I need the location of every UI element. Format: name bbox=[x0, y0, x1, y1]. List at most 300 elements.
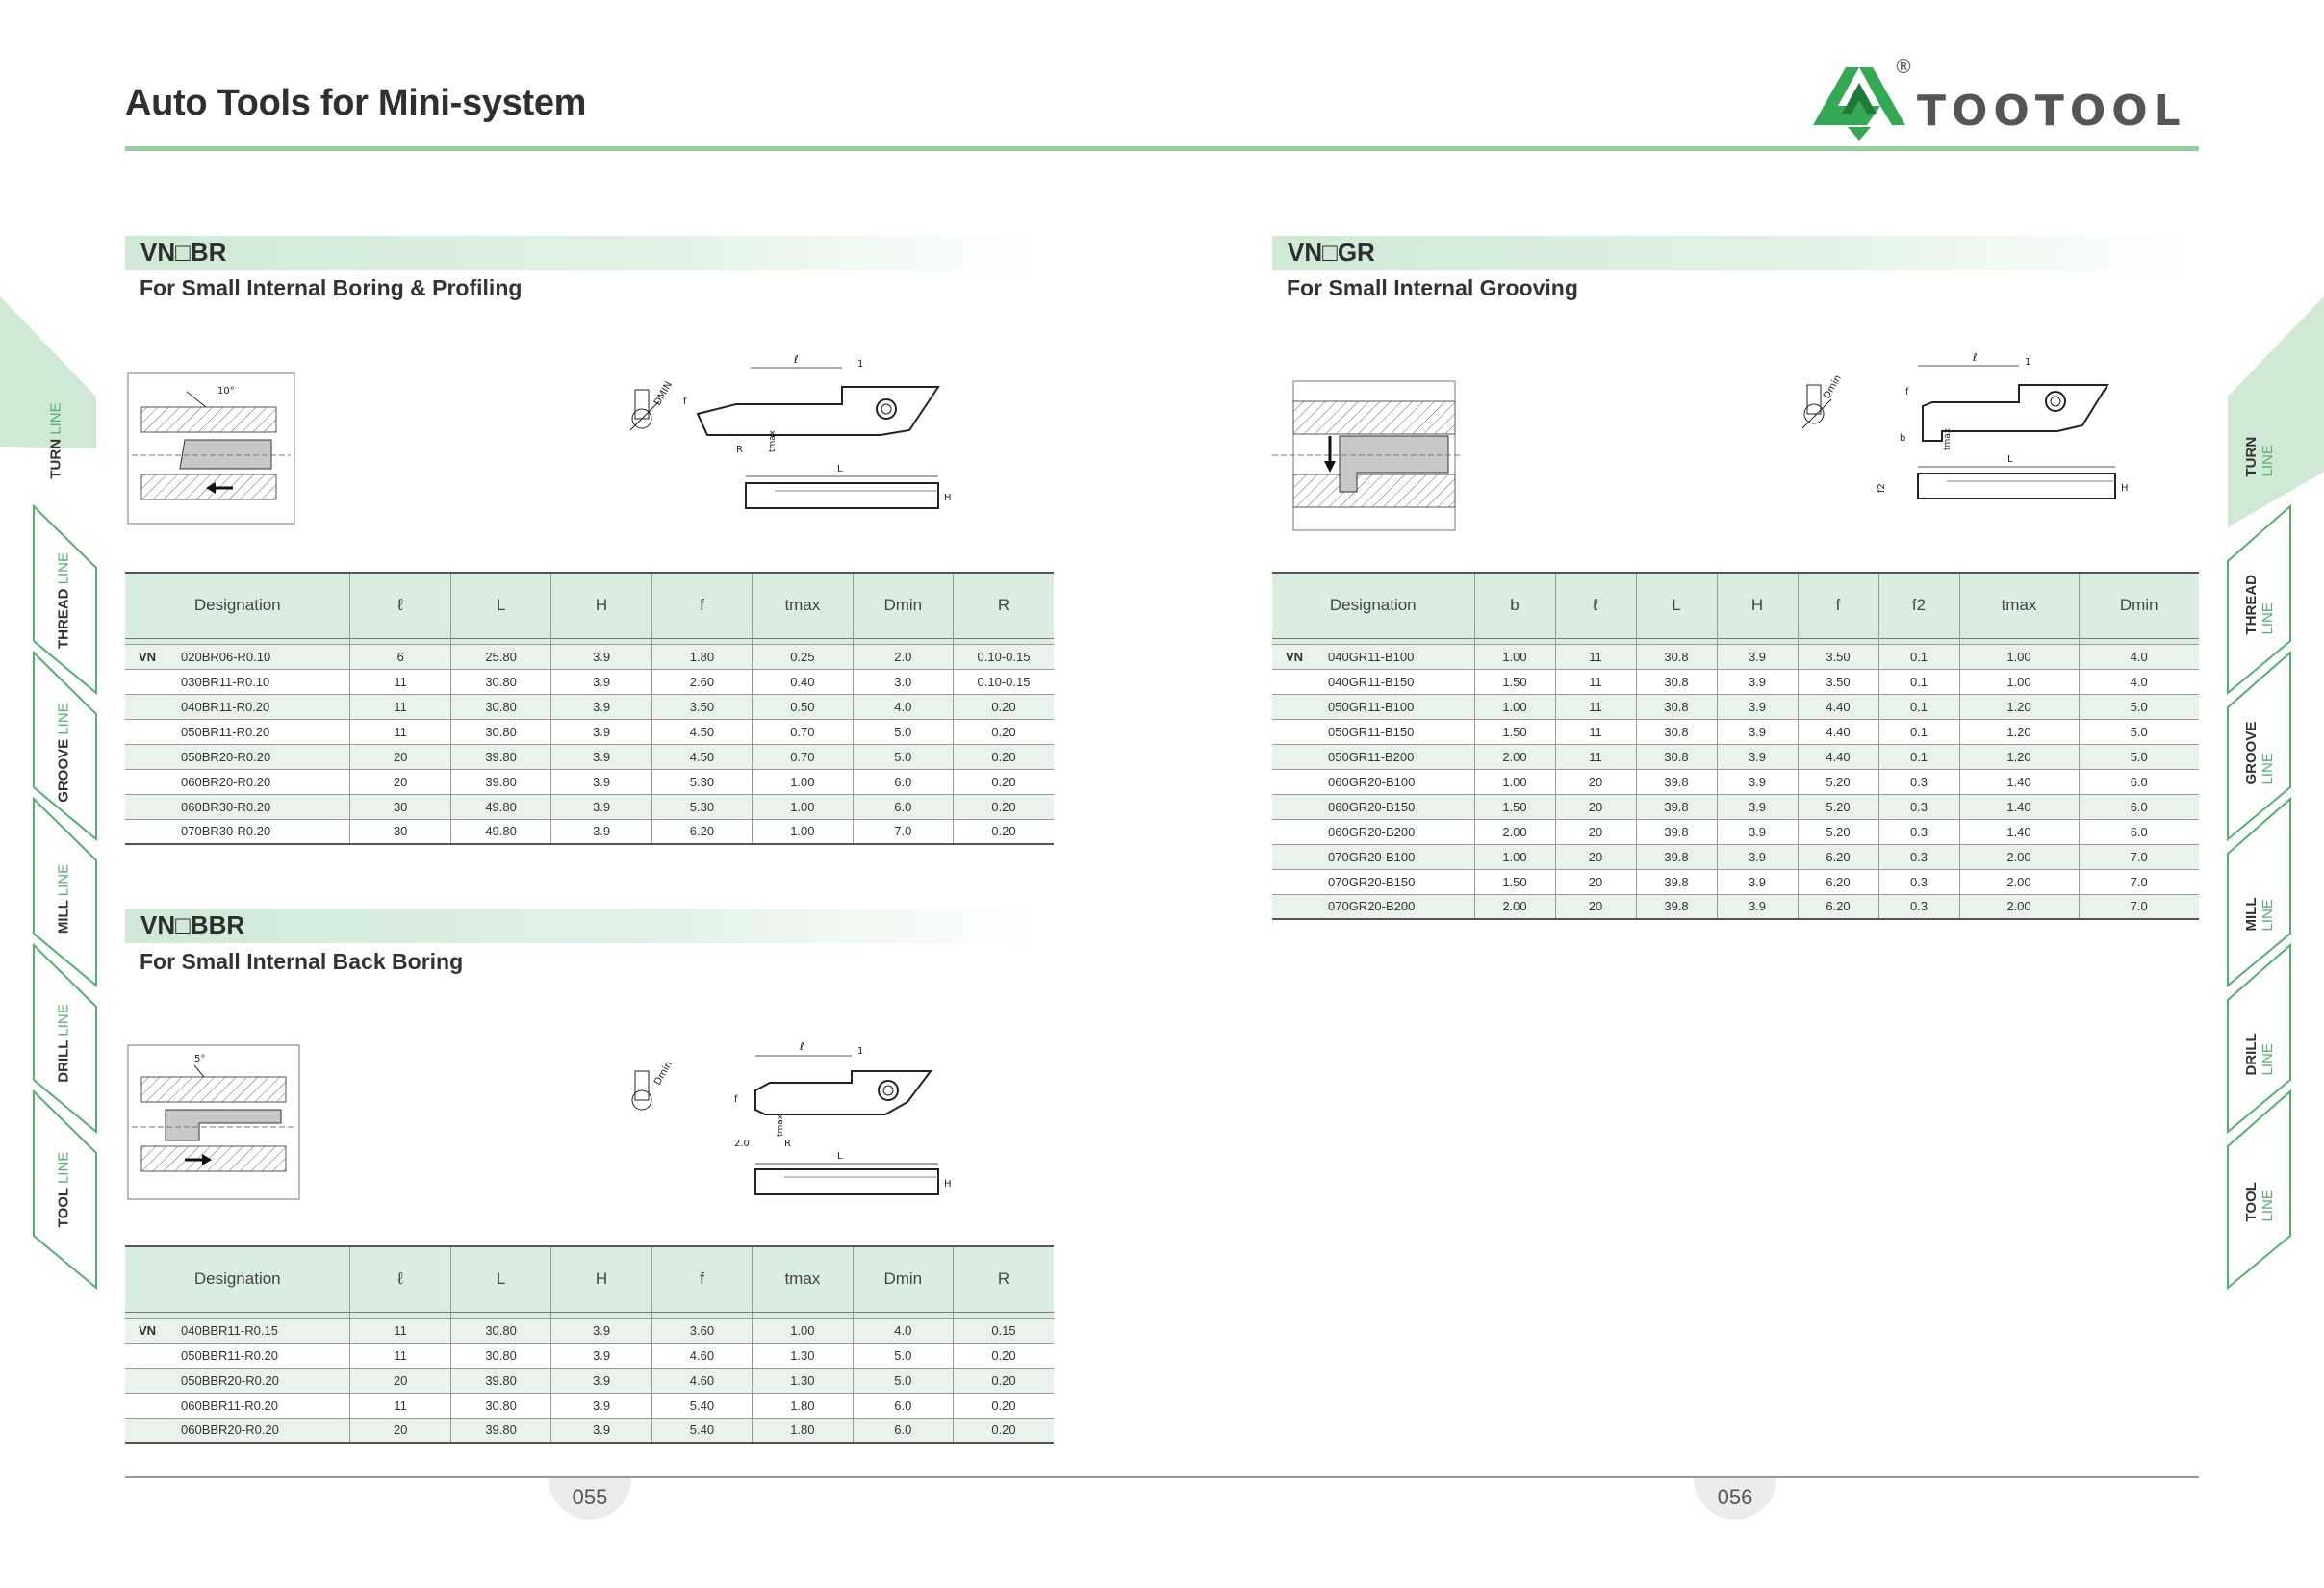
table-cell: 0.15 bbox=[954, 1318, 1055, 1343]
table-cell: 0.3 bbox=[1878, 869, 1959, 894]
table-cell: 11 bbox=[1555, 644, 1636, 669]
br-insert-drawing bbox=[630, 348, 958, 526]
table-cell: 30.80 bbox=[450, 1318, 550, 1343]
table-cell: 30.8 bbox=[1636, 694, 1717, 719]
table-cell: 4.0 bbox=[2079, 644, 2199, 669]
designation-cell: 070GR20-B150 bbox=[1328, 874, 1416, 889]
table-row bbox=[125, 744, 1054, 769]
designation-cell: 040GR11-B150 bbox=[1328, 674, 1415, 689]
table-cell: 5.0 bbox=[853, 1343, 953, 1368]
column-header: ℓ bbox=[1555, 573, 1636, 638]
table-cell: 3.9 bbox=[551, 769, 651, 794]
series-prefix: VN bbox=[1286, 649, 1304, 664]
table-cell: 0.1 bbox=[1878, 669, 1959, 694]
table-cell: 4.50 bbox=[651, 719, 752, 744]
left-tab-thread[interactable]: THREAD LINE bbox=[55, 551, 72, 650]
table-cell: 6.20 bbox=[651, 819, 752, 844]
table-cell: 39.80 bbox=[450, 744, 550, 769]
table-row bbox=[125, 1393, 1054, 1418]
table-cell: 0.3 bbox=[1878, 794, 1959, 819]
table-cell: 3.9 bbox=[1717, 694, 1798, 719]
table-row bbox=[1272, 844, 2199, 869]
table-cell: 1.00 bbox=[1474, 644, 1555, 669]
table-cell: 3.0 bbox=[853, 669, 953, 694]
column-header: Dmin bbox=[853, 573, 953, 638]
designation-cell: 040GR11-B100 bbox=[1328, 649, 1415, 664]
column-header: f bbox=[651, 573, 752, 638]
table-row bbox=[125, 1343, 1054, 1368]
table-cell: 49.80 bbox=[450, 794, 550, 819]
brand-wordmark: TOOTOOL bbox=[1917, 87, 2186, 136]
table-cell: 5.0 bbox=[853, 1368, 953, 1393]
gr-header-row bbox=[1272, 573, 2199, 638]
table-cell: 6.0 bbox=[2079, 769, 2199, 794]
bbr-header-row bbox=[125, 1246, 1054, 1312]
table-cell: 3.9 bbox=[1717, 644, 1798, 669]
table-cell: 1.00 bbox=[1959, 669, 2079, 694]
table-cell: 4.0 bbox=[2079, 669, 2199, 694]
table-row bbox=[125, 819, 1054, 844]
table-cell: 6.0 bbox=[853, 1393, 953, 1418]
table-cell: 0.20 bbox=[954, 744, 1055, 769]
designation-cell: 060GR20-B200 bbox=[1328, 824, 1416, 839]
table-cell: 39.80 bbox=[450, 1368, 550, 1393]
gr-dmin-label: Dmin bbox=[1822, 372, 1844, 401]
designation-cell: 040BBR11-R0.15 bbox=[181, 1322, 278, 1338]
table-cell: 20 bbox=[350, 769, 450, 794]
designation-cell: 060GR20-B150 bbox=[1328, 799, 1416, 814]
table-cell: 39.8 bbox=[1636, 869, 1717, 894]
table-cell: 3.60 bbox=[651, 1318, 752, 1343]
table-cell: 7.0 bbox=[2079, 844, 2199, 869]
gr-l-label: L bbox=[2007, 454, 2013, 465]
bbr-angle-label: 5° bbox=[194, 1054, 206, 1064]
table-cell: 3.50 bbox=[1798, 669, 1878, 694]
table-cell: 11 bbox=[1555, 719, 1636, 744]
table-cell: 5.0 bbox=[2079, 744, 2199, 769]
table-cell: 3.9 bbox=[551, 794, 651, 819]
table-cell: 3.9 bbox=[551, 819, 651, 844]
table-row bbox=[1272, 669, 2199, 694]
table-cell: 2.60 bbox=[651, 669, 752, 694]
section-code-br: VN□BR bbox=[140, 238, 227, 267]
table-cell: 1.80 bbox=[753, 1418, 853, 1443]
table-cell: 30.80 bbox=[450, 1343, 550, 1368]
column-header: L bbox=[1636, 573, 1717, 638]
gr-b-label: b bbox=[1900, 433, 1906, 444]
table-cell: 3.9 bbox=[551, 1418, 651, 1443]
br-ell-label: ℓ bbox=[794, 353, 799, 366]
table-cell: 6.20 bbox=[1798, 844, 1878, 869]
table-cell: 0.20 bbox=[954, 819, 1055, 844]
page-number-right: 056 bbox=[1694, 1478, 1776, 1520]
table-cell: 6.0 bbox=[2079, 819, 2199, 844]
table-cell: 20 bbox=[350, 1368, 450, 1393]
page-title: Auto Tools for Mini-system bbox=[125, 83, 587, 123]
table-cell: 0.10-0.15 bbox=[954, 644, 1055, 669]
footer-rule bbox=[125, 1476, 2199, 1478]
gr-tmax-label: tmax bbox=[1943, 427, 1953, 450]
table-row bbox=[125, 769, 1054, 794]
table-cell: 30 bbox=[350, 819, 450, 844]
table-cell: 3.9 bbox=[551, 694, 651, 719]
table-cell: 3.9 bbox=[551, 744, 651, 769]
table-cell: 5.20 bbox=[1798, 819, 1878, 844]
table-cell: 20 bbox=[1555, 794, 1636, 819]
designation-cell: 030BR11-R0.10 bbox=[181, 674, 270, 689]
table-cell: 30.80 bbox=[450, 1393, 550, 1418]
table-cell: 49.80 bbox=[450, 819, 550, 844]
br-f-label: f bbox=[683, 397, 687, 407]
table-cell: 3.9 bbox=[1717, 669, 1798, 694]
column-header: f bbox=[651, 1246, 752, 1312]
table-row bbox=[125, 1418, 1054, 1443]
bbr-f-label: f bbox=[734, 1094, 738, 1105]
table-cell: 30.80 bbox=[450, 694, 550, 719]
table-cell: 5.40 bbox=[651, 1393, 752, 1418]
table-cell: 3.9 bbox=[551, 1318, 651, 1343]
table-cell: 1.00 bbox=[1959, 644, 2079, 669]
section-header-gr bbox=[1272, 236, 2186, 270]
table-row bbox=[125, 1368, 1054, 1393]
section-header-br bbox=[125, 236, 1039, 270]
designation-cell: 060BBR20-R0.20 bbox=[181, 1422, 279, 1438]
right-tab-tool[interactable]: TOOL LINE bbox=[2243, 1182, 2276, 1222]
bbr-workpiece-diagram bbox=[127, 1044, 300, 1200]
designation-cell: 060BBR11-R0.20 bbox=[181, 1397, 278, 1413]
br-tmax-label: tmax bbox=[768, 429, 778, 452]
table-cell: 2.00 bbox=[1959, 894, 2079, 919]
table-cell: 3.50 bbox=[1798, 644, 1878, 669]
table-cell: 20 bbox=[350, 744, 450, 769]
table-cell: 0.1 bbox=[1878, 694, 1959, 719]
table-cell: 1.50 bbox=[1474, 719, 1555, 744]
column-header: Designation bbox=[125, 1246, 350, 1312]
designation-cell: 050BR11-R0.20 bbox=[181, 724, 270, 739]
table-cell: 30.8 bbox=[1636, 744, 1717, 769]
section-header-bbr bbox=[125, 909, 1039, 943]
table-cell: 30.8 bbox=[1636, 669, 1717, 694]
table-cell: 2.00 bbox=[1474, 744, 1555, 769]
table-cell: 6.0 bbox=[2079, 794, 2199, 819]
table-cell: 3.9 bbox=[1717, 869, 1798, 894]
column-header: f2 bbox=[1878, 573, 1959, 638]
table-cell: 4.0 bbox=[853, 694, 953, 719]
table-cell: 7.0 bbox=[853, 819, 953, 844]
table-row bbox=[1272, 644, 2199, 669]
designation-cell: 050BBR20-R0.20 bbox=[181, 1372, 279, 1388]
table-cell: 0.1 bbox=[1878, 644, 1959, 669]
table-cell: 25.80 bbox=[450, 644, 550, 669]
table-cell: 1.00 bbox=[1474, 844, 1555, 869]
br-l-label: L bbox=[837, 464, 843, 474]
table-cell: 39.8 bbox=[1636, 819, 1717, 844]
table-row bbox=[125, 794, 1054, 819]
table-cell: 0.10-0.15 bbox=[954, 669, 1055, 694]
column-header: Designation bbox=[1272, 573, 1474, 638]
right-tab-drill[interactable]: DRILL LINE bbox=[2243, 1033, 2276, 1076]
bbr-l-label: L bbox=[837, 1151, 843, 1162]
table-cell: 3.9 bbox=[551, 1368, 651, 1393]
table-row bbox=[1272, 869, 2199, 894]
left-tab-tool[interactable]: TOOL LINE bbox=[55, 1151, 72, 1228]
table-cell: 2.00 bbox=[1959, 869, 2079, 894]
table-cell: 0.20 bbox=[954, 794, 1055, 819]
table-cell: 0.3 bbox=[1878, 769, 1959, 794]
table-cell: 11 bbox=[350, 669, 450, 694]
table-cell: 0.25 bbox=[753, 644, 853, 669]
table-cell: 1.00 bbox=[753, 794, 853, 819]
column-header: tmax bbox=[753, 1246, 853, 1312]
table-cell: 6.0 bbox=[853, 794, 953, 819]
table-cell: 30.80 bbox=[450, 669, 550, 694]
table-row bbox=[125, 694, 1054, 719]
left-tab-groove[interactable]: GROOVE LINE bbox=[55, 703, 72, 803]
bbr-insert-drawing bbox=[630, 1033, 958, 1211]
table-cell: 3.9 bbox=[1717, 819, 1798, 844]
column-header: tmax bbox=[1959, 573, 2079, 638]
table-cell: 39.80 bbox=[450, 1418, 550, 1443]
designation-cell: 060BR20-R0.20 bbox=[181, 774, 271, 789]
br-header-row bbox=[125, 573, 1054, 638]
table-row bbox=[1272, 744, 2199, 769]
table-cell: 0.20 bbox=[954, 719, 1055, 744]
column-header: ℓ bbox=[350, 1246, 450, 1312]
table-cell: 6.0 bbox=[853, 769, 953, 794]
table-cell: 4.40 bbox=[1798, 694, 1878, 719]
table-cell: 1.00 bbox=[753, 819, 853, 844]
table-cell: 4.40 bbox=[1798, 744, 1878, 769]
table-cell: 6.20 bbox=[1798, 869, 1878, 894]
table-cell: 3.9 bbox=[1717, 894, 1798, 919]
table-cell: 5.0 bbox=[2079, 719, 2199, 744]
designation-cell: 050GR11-B150 bbox=[1328, 724, 1415, 739]
column-header: tmax bbox=[753, 573, 853, 638]
table-cell: 1.80 bbox=[753, 1393, 853, 1418]
table-cell: 4.60 bbox=[651, 1368, 752, 1393]
br-workpiece-diagram bbox=[127, 372, 295, 525]
column-header: H bbox=[1717, 573, 1798, 638]
table-cell: 1.00 bbox=[753, 1318, 853, 1343]
bbr-dmin-label: Dmin bbox=[652, 1059, 675, 1088]
table-cell: 5.30 bbox=[651, 769, 752, 794]
table-row bbox=[125, 719, 1054, 744]
table-row bbox=[125, 644, 1054, 669]
designation-cell: 070GR20-B200 bbox=[1328, 899, 1416, 914]
table-cell: 2.00 bbox=[1474, 819, 1555, 844]
table-cell: 2.0 bbox=[853, 644, 953, 669]
br-spec-table bbox=[125, 572, 1054, 845]
column-header: H bbox=[551, 573, 651, 638]
gr-one-label: 1 bbox=[2025, 357, 2031, 368]
table-cell: 0.40 bbox=[753, 669, 853, 694]
bbr-one-label: 1 bbox=[857, 1046, 864, 1057]
section-subtitle-gr: For Small Internal Grooving bbox=[1287, 275, 1578, 300]
table-cell: 30.8 bbox=[1636, 644, 1717, 669]
table-cell: 4.50 bbox=[651, 744, 752, 769]
table-cell: 1.00 bbox=[1474, 694, 1555, 719]
bbr-two-label: 2.0 bbox=[734, 1139, 750, 1149]
table-cell: 3.50 bbox=[651, 694, 752, 719]
table-cell: 0.20 bbox=[954, 769, 1055, 794]
table-row bbox=[1272, 719, 2199, 744]
table-cell: 6 bbox=[350, 644, 450, 669]
table-cell: 3.9 bbox=[1717, 794, 1798, 819]
table-row bbox=[1272, 819, 2199, 844]
table-cell: 6.20 bbox=[1798, 894, 1878, 919]
table-cell: 39.8 bbox=[1636, 794, 1717, 819]
table-cell: 20 bbox=[1555, 869, 1636, 894]
registered-mark: ® bbox=[1894, 56, 1913, 78]
column-header: L bbox=[450, 1246, 550, 1312]
table-cell: 3.9 bbox=[1717, 769, 1798, 794]
table-cell: 1.00 bbox=[753, 769, 853, 794]
table-cell: 1.40 bbox=[1959, 769, 2079, 794]
bbr-r-label: R bbox=[784, 1139, 791, 1149]
table-cell: 3.9 bbox=[551, 669, 651, 694]
section-code-bbr: VN□BBR bbox=[140, 910, 245, 939]
column-header: Dmin bbox=[853, 1246, 953, 1312]
table-cell: 11 bbox=[350, 1343, 450, 1368]
bbr-spec-table bbox=[125, 1245, 1054, 1444]
table-cell: 11 bbox=[350, 1318, 450, 1343]
table-cell: 1.20 bbox=[1959, 694, 2079, 719]
table-cell: 3.9 bbox=[1717, 719, 1798, 744]
table-cell: 0.70 bbox=[753, 719, 853, 744]
bbr-h-label: H bbox=[944, 1179, 952, 1190]
designation-cell: 040BR11-R0.20 bbox=[181, 699, 270, 714]
table-cell: 3.9 bbox=[551, 644, 651, 669]
designation-cell: 060BR30-R0.20 bbox=[181, 799, 271, 814]
table-cell: 0.70 bbox=[753, 744, 853, 769]
table-cell: 1.00 bbox=[1474, 769, 1555, 794]
table-cell: 11 bbox=[350, 694, 450, 719]
table-cell: 20 bbox=[1555, 819, 1636, 844]
table-cell: 30 bbox=[350, 794, 450, 819]
table-cell: 4.40 bbox=[1798, 719, 1878, 744]
table-cell: 4.60 bbox=[651, 1343, 752, 1368]
table-cell: 0.20 bbox=[954, 1418, 1055, 1443]
table-cell: 1.50 bbox=[1474, 869, 1555, 894]
table-row bbox=[1272, 894, 2199, 919]
br-dmin-label: DMIN bbox=[652, 379, 675, 408]
table-cell: 0.20 bbox=[954, 1368, 1055, 1393]
column-header: L bbox=[450, 573, 550, 638]
table-cell: 0.3 bbox=[1878, 819, 1959, 844]
table-cell: 1.20 bbox=[1959, 719, 2079, 744]
column-header: ℓ bbox=[350, 573, 450, 638]
right-tab-turn[interactable]: TURN LINE bbox=[2243, 436, 2276, 477]
left-tab-drill[interactable]: DRILL LINE bbox=[55, 1004, 72, 1083]
column-header: R bbox=[954, 1246, 1055, 1312]
table-cell: 0.20 bbox=[954, 1393, 1055, 1418]
table-cell: 39.8 bbox=[1636, 769, 1717, 794]
tootool-mark-icon bbox=[1813, 67, 1905, 141]
table-cell: 0.50 bbox=[753, 694, 853, 719]
table-cell: 0.3 bbox=[1878, 844, 1959, 869]
table-cell: 1.80 bbox=[651, 644, 752, 669]
br-angle-label: 10° bbox=[217, 386, 235, 397]
designation-cell: 050BR20-R0.20 bbox=[181, 749, 271, 764]
table-cell: 39.8 bbox=[1636, 894, 1717, 919]
table-cell: 5.0 bbox=[853, 744, 953, 769]
table-cell: 0.1 bbox=[1878, 719, 1959, 744]
designation-cell: 060GR20-B100 bbox=[1328, 774, 1416, 789]
section-code-gr: VN□GR bbox=[1288, 238, 1375, 267]
bbr-tmax-label: tmax bbox=[776, 1114, 785, 1137]
series-prefix: VN bbox=[139, 649, 157, 664]
gr-h-label: H bbox=[2121, 483, 2129, 494]
gr-workpiece-diagram bbox=[1270, 380, 1463, 532]
left-tab-mill[interactable]: MILL LINE bbox=[55, 863, 72, 935]
gr-insert-drawing bbox=[1798, 346, 2144, 529]
gr-ell-label: ℓ bbox=[1973, 351, 1978, 364]
gr-spec-table bbox=[1272, 572, 2199, 920]
bbr-ell-label: ℓ bbox=[800, 1040, 804, 1053]
gr-f2-label: f2 bbox=[1877, 483, 1887, 493]
table-row bbox=[1272, 694, 2199, 719]
table-cell: 6.0 bbox=[853, 1418, 953, 1443]
table-cell: 3.9 bbox=[1717, 744, 1798, 769]
designation-cell: 050GR11-B200 bbox=[1328, 749, 1415, 764]
table-cell: 1.30 bbox=[753, 1343, 853, 1368]
table-cell: 0.20 bbox=[954, 1343, 1055, 1368]
table-cell: 11 bbox=[350, 719, 450, 744]
table-cell: 7.0 bbox=[2079, 894, 2199, 919]
right-tab-thread[interactable]: THREAD LINE bbox=[2243, 575, 2276, 635]
table-cell: 1.20 bbox=[1959, 744, 2079, 769]
table-cell: 0.3 bbox=[1878, 894, 1959, 919]
tootool-logo bbox=[1809, 56, 2204, 142]
table-cell: 4.0 bbox=[853, 1318, 953, 1343]
br-one-label: 1 bbox=[857, 359, 864, 370]
designation-cell: 020BR06-R0.10 bbox=[181, 649, 271, 664]
table-cell: 3.9 bbox=[1717, 844, 1798, 869]
table-cell: 3.9 bbox=[551, 1393, 651, 1418]
left-tab-turn[interactable]: TURN LINE bbox=[47, 402, 64, 479]
table-row bbox=[125, 1318, 1054, 1343]
series-prefix: VN bbox=[139, 1322, 157, 1338]
designation-cell: 050BBR11-R0.20 bbox=[181, 1347, 278, 1363]
table-cell: 1.50 bbox=[1474, 669, 1555, 694]
column-header: f bbox=[1798, 573, 1878, 638]
column-header: Designation bbox=[125, 573, 350, 638]
table-cell: 1.50 bbox=[1474, 794, 1555, 819]
table-cell: 5.0 bbox=[2079, 694, 2199, 719]
table-cell: 30.8 bbox=[1636, 719, 1717, 744]
table-cell: 20 bbox=[1555, 844, 1636, 869]
column-header: Dmin bbox=[2079, 573, 2199, 638]
table-cell: 30.80 bbox=[450, 719, 550, 744]
table-cell: 0.1 bbox=[1878, 744, 1959, 769]
table-cell: 7.0 bbox=[2079, 869, 2199, 894]
table-cell: 5.20 bbox=[1798, 794, 1878, 819]
table-cell: 0.20 bbox=[954, 694, 1055, 719]
right-tab-groove[interactable]: GROOVE LINE bbox=[2243, 721, 2276, 785]
column-header: b bbox=[1474, 573, 1555, 638]
table-cell: 1.40 bbox=[1959, 819, 2079, 844]
table-cell: 1.30 bbox=[753, 1368, 853, 1393]
table-cell: 20 bbox=[350, 1418, 450, 1443]
table-cell: 11 bbox=[1555, 694, 1636, 719]
gr-f-label: f bbox=[1905, 387, 1909, 397]
br-r-label: R bbox=[736, 445, 743, 455]
table-cell: 20 bbox=[1555, 894, 1636, 919]
designation-cell: 070GR20-B100 bbox=[1328, 849, 1416, 864]
table-row bbox=[1272, 769, 2199, 794]
column-header: H bbox=[551, 1246, 651, 1312]
right-tab-mill[interactable]: MILL LINE bbox=[2243, 897, 2276, 932]
